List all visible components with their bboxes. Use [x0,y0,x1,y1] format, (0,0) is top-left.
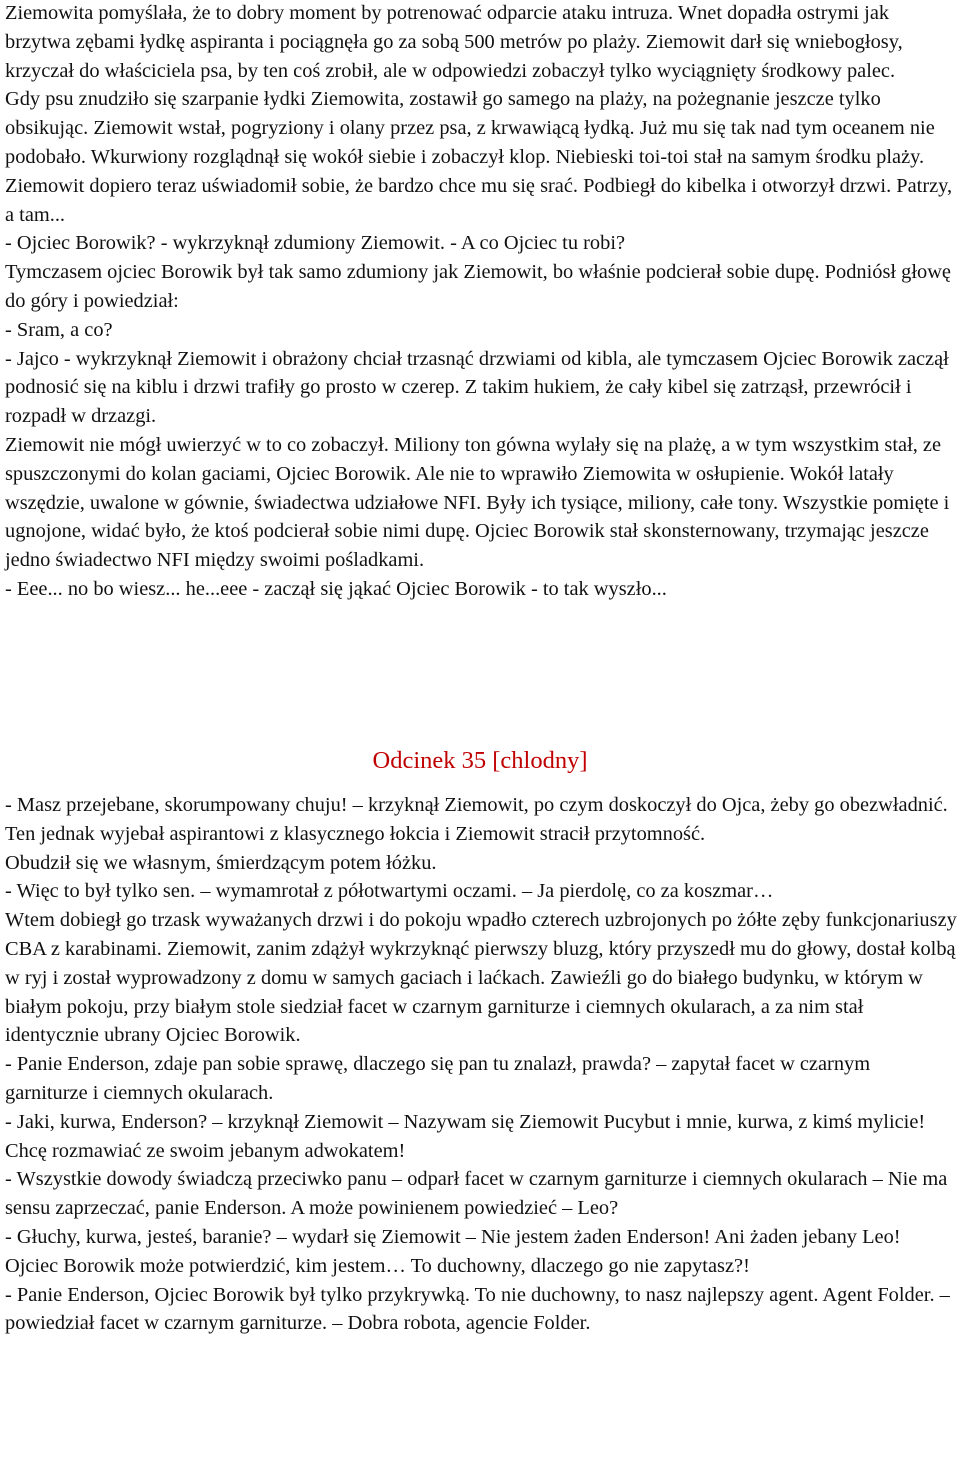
paragraph: Wtem dobiegł go trzask wyważanych drzwi i do pokoju wpadło czterech uzbrojonych po żółte zęby funkcjonariuszy CBA z karabinami. Ziemowit, zanim zdążył wykrzyknąć pierwszy bluzg, który przyszedł mu do głowy, dostał kolbą w ryj i został wyprowadzony z domu w samych gaciach i laćkach. Zawieźli go do białego budynku, w którym w białym pokoju, przy białym stole siedział facet w czarnym garniturze i ciemnych okularach, a za nim stał identycznie ubrany Ojciec Borowik. [5,909,957,1047]
paragraph: Gdy psu znudziło się szarpanie łydki Ziemowita, zostawił go samego na plaży, na pożegnanie jeszcze tylko obsikując. Ziemowit wstał, pogryziony i olany przez psa, z krwawiącą łydką. Już mu się tak nad tym oceanem nie podobało. Wkurwiony rozglądnął się wokół siebie i zobaczył klop. Niebieski toi-toi stał na samym środku plaży. Ziemowit dopiero teraz uświadomił sobie, że bardzo chce mu się srać. Podbiegł do kibelka i otworzył drzwi. Patrzy, a tam... [5,88,953,226]
story-section-before [5,0,957,604]
chapter-title: Odcinek 35 [chlodny] [372,747,588,774]
story-section-after [5,791,957,1338]
paragraph: - Więc to był tylko sen. – wymamrotał z półotwartymi oczami. – Ja pierdolę, co za koszmar… [5,880,774,903]
paragraph: - Sram, a co? [5,318,113,341]
paragraph: - Głuchy, kurwa, jesteś, baranie? – wydarł się Ziemowit – Nie jestem żaden Enderson! Ani żaden jebany Leo! Ojciec Borowik może potwierdzić, kim jestem… To duchowny, dlaczego go nie zapytasz?! [5,1225,901,1277]
paragraph: - Jajco - wykrzyknął Ziemowit i obrażony chciał trzasnąć drzwiami od kibla, ale tymczasem Ojciec Borowik zaczął podnosić się na kiblu i drzwi trafiły go prosto w czerep. Z takim hukiem, że cały kibel się zatrząsł, przewrócił i rozpadł w drzazgi. [5,347,949,428]
paragraph: - Panie Enderson, Ojciec Borowik był tylko przykrywką. To nie duchowny, to nasz najlepszy agent. Agent Folder. – powiedział facet w czarnym garniturze. – Dobra robota, agencie Folder. [5,1283,950,1335]
paragraph: - Ojciec Borowik? - wykrzyknął zdumiony Ziemowit. - A co Ojciec tu robi? [5,232,626,255]
paragraph: Ziemowita pomyślała, że to dobry moment by potrenować odparcie ataku intruza. Wnet dopadła ostrymi jak brzytwa zębami łydkę aspiranta i pociągnęła go za sobą 500 metrów po plaży. Ziemowit darł się wniebogłosy, krzyczał do właściciela psa, by ten coś zrobił, ale w odpowiedzi zobaczył tylko wyciągnięty środkowy palec. [5,2,903,82]
paragraph: - Panie Enderson, zdaje pan sobie sprawę, dlaczego się pan tu znalazł, prawda? – zapytał facet w czarnym garniturze i ciemnych okularach. [5,1053,871,1104]
paragraph: - Eee... no bo wiesz... he...eee - zaczął się jąkać Ojciec Borowik - to tak wyszło... [5,577,667,600]
paragraph: Tymczasem ojciec Borowik był tak samo zdumiony jak Ziemowit, bo właśnie podcierał sobie dupę. Podniósł głowę do góry i powiedział: [5,261,951,312]
paragraph: - Wszystkie dowody świadczą przeciwko panu – odparł facet w czarnym garniturze i ciemnych okularach – Nie ma sensu zaprzeczać, panie Enderson. A może powinienem powiedzieć – Leo? [5,1168,948,1220]
paragraph: - Jaki, kurwa, Enderson? – krzyknął Ziemowit – Nazywam się Ziemowit Pucybut i mnie, kurwa, z kimś mylicie! Chcę rozmawiać ze swoim jebanym adwokatem! [5,1110,926,1162]
paragraph: Obudził się we własnym, śmierdzącym potem łóżku. [5,851,437,874]
paragraph: - Masz przejebane, skorumpowany chuju! – krzyknął Ziemowit, po czym doskoczył do Ojca, żeby go obezwładnić. Ten jednak wyjebał aspirantowi z klasycznego łokcia i Ziemowit stracił przytomność. [5,794,948,845]
paragraph: Ziemowit nie mógł uwierzyć w to co zobaczył. Miliony ton gówna wylały się na plażę, a w tym wszystkim stał, ze spuszczonymi do kolan gaciami, Ojciec Borowik. Ale nie to wprawiło Ziemowita w osłupienie. Wokół latały wszędzie, uwalone w gównie, świadectwa udziałowe NFI. Były ich tysiące, miliony, całe tony. Wszystkie pomięte i ugnojone, widać było, że ktoś podcierał sobie nimi dupę. Ojciec Borowik stał skonsternowany, trzymając jeszcze jedno świadectwo NFI między swoimi pośladkami. [5,433,950,572]
